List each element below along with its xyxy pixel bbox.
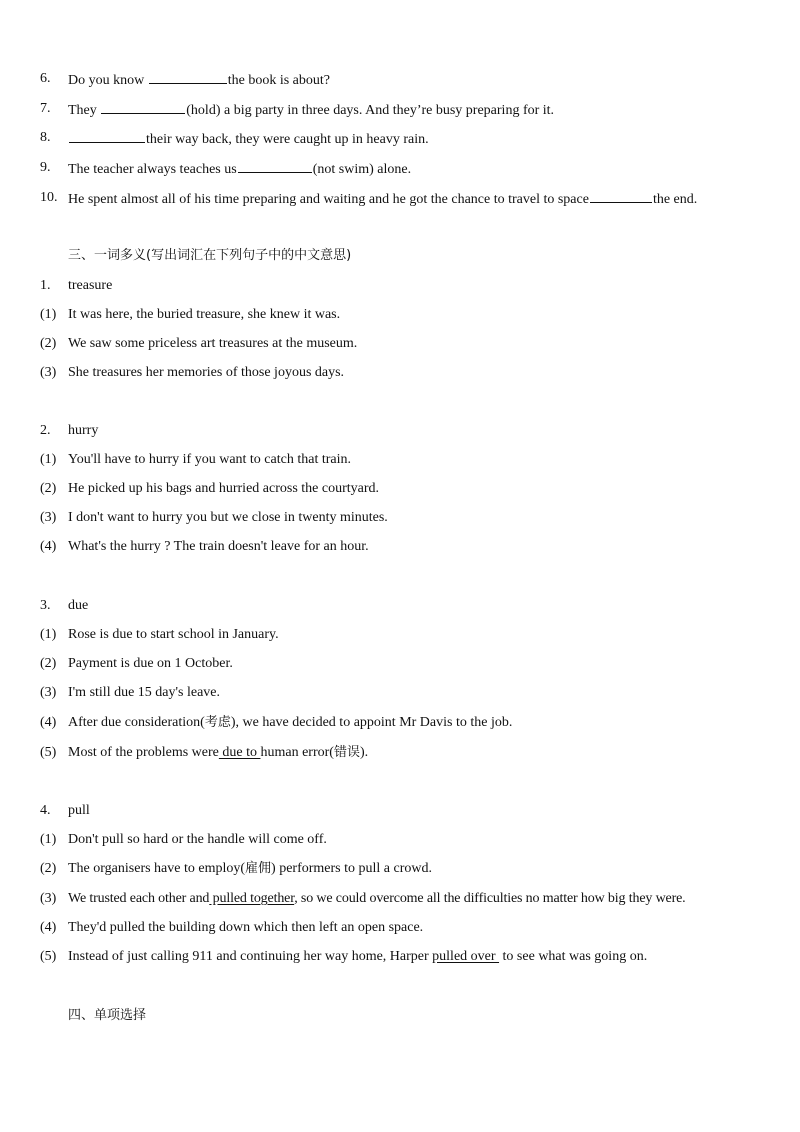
sentence-item: (3) She treasures her memories of those joyous days.: [40, 365, 345, 380]
word-group-title: 2. hurry: [40, 421, 760, 441]
item-number: 9.: [40, 160, 51, 175]
word-group-title: 1. treasure: [40, 276, 760, 296]
item-text: Do you know: [68, 73, 148, 88]
answer-blank[interactable]: [69, 128, 145, 143]
item-number: 6.: [40, 71, 51, 86]
section-heading: 四、单项选择: [68, 1008, 147, 1023]
sentence-item: (1) You'll have to hurry if you want to catch that train.: [40, 452, 351, 467]
chinese-gloss: 考虑: [204, 715, 231, 730]
underlined-phrase: pulled over: [432, 949, 500, 964]
sentence-item: (3) I don't want to hurry you but we close in twenty minutes.: [40, 510, 388, 525]
fill-item-9: [40, 158, 760, 178]
fill-item-7: [40, 99, 760, 119]
chinese-gloss: 错误: [333, 745, 360, 760]
item-text: (hold) a big party in three days. And they’re busy preparing for it.: [186, 103, 555, 118]
section-heading: 三、一词多义(写出词汇在下列句子中的中文意思): [68, 248, 352, 263]
item-text: The teacher always teaches us: [68, 162, 237, 177]
sentence-item: (2) The organisers have to employ(雇佣) performers to pull a crowd.: [40, 861, 432, 876]
sentence-item: (4) What's the hurry ? The train doesn't leave for an hour.: [40, 539, 369, 554]
sentence-item: (3) We trusted each other and pulled together, so we could overcome all the difficulties no matter how big they were.: [40, 891, 686, 906]
item-text: They: [68, 103, 101, 118]
sentence-item: (5) Most of the problems were due to human error(错误).: [40, 745, 369, 760]
item-text: their way back, they were caught up in heavy rain.: [146, 132, 429, 147]
sentence-item: (1) Rose is due to start school in January.: [40, 627, 279, 642]
underlined-phrase: due to: [218, 745, 261, 760]
sentence-item: (5) Instead of just calling 911 and continuing her way home, Harper pulled over to see what was going on.: [40, 949, 648, 964]
item-text: He spent almost all of his time preparing and waiting and he got the chance to travel to space: [68, 192, 589, 207]
item-text: (not swim) alone.: [312, 162, 412, 177]
item-text: the end.: [652, 192, 698, 207]
target-word: pull: [68, 803, 90, 818]
word-group-title: 4. pull: [40, 801, 760, 821]
sentence-item: (2) We saw some priceless art treasures at the museum.: [40, 336, 358, 351]
sentence-item: (4) After due consideration(考虑), we have decided to appoint Mr Davis to the job.: [40, 715, 513, 730]
sentence-item: (3) I'm still due 15 day's leave.: [40, 685, 221, 700]
item-text: the book is about?: [227, 73, 330, 88]
word-group-title: 3. due: [40, 596, 760, 616]
target-word: due: [68, 598, 89, 613]
answer-blank[interactable]: [590, 188, 652, 203]
answer-blank[interactable]: [149, 69, 227, 84]
sentence-item: (4) They'd pulled the building down which then left an open space.: [40, 920, 424, 935]
fill-item-6: [40, 69, 760, 89]
fill-item-8: [40, 128, 760, 148]
fill-item-10: [40, 188, 760, 208]
chinese-gloss: 雇佣: [245, 861, 272, 876]
answer-blank[interactable]: [238, 158, 312, 173]
target-word: treasure: [68, 278, 113, 293]
item-number: 8.: [40, 130, 51, 145]
sentence-item: (1) It was here, the buried treasure, she knew it was.: [40, 307, 341, 322]
target-word: hurry: [68, 423, 99, 438]
item-number: 10.: [40, 190, 58, 205]
sentence-item: (2) Payment is due on 1 October.: [40, 656, 233, 671]
item-number: 7.: [40, 101, 51, 116]
sentence-item: (1) Don't pull so hard or the handle will come off.: [40, 832, 327, 847]
sentence-item: (2) He picked up his bags and hurried across the courtyard.: [40, 481, 380, 496]
answer-blank[interactable]: [101, 99, 185, 114]
underlined-phrase: pulled together: [209, 891, 295, 906]
